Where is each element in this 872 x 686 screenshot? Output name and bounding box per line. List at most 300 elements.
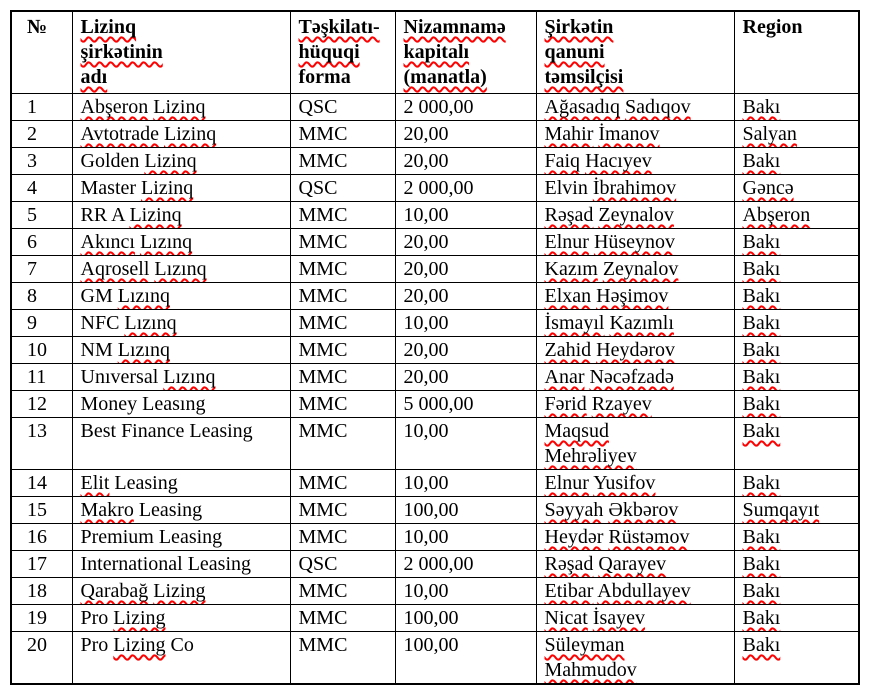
cell-no <box>11 632 72 685</box>
word: MMC <box>298 393 348 415</box>
misspelled-word: Bakı <box>742 312 781 334</box>
cell-rep <box>536 524 734 551</box>
word: MMC <box>298 312 348 334</box>
cell-name <box>72 391 290 418</box>
word: 10,00 <box>403 526 449 548</box>
text-line <box>27 122 68 147</box>
misspelled-word: Heydər <box>544 526 604 548</box>
word: 17 <box>27 553 47 575</box>
cell-rep <box>536 256 734 283</box>
word: 2 000,00 <box>403 177 474 199</box>
cell-name <box>72 283 290 310</box>
cell-no <box>11 605 72 632</box>
misspelled-word: Nizamnamə <box>403 16 506 38</box>
cell-no <box>11 337 72 364</box>
text-line <box>404 471 532 496</box>
word: 10,00 <box>403 472 449 494</box>
text-line <box>743 257 855 282</box>
text-line <box>27 633 68 658</box>
word: MMC <box>298 285 348 307</box>
cell-rep <box>536 578 734 605</box>
cell-name <box>72 337 290 364</box>
misspelled-word: Rəşad <box>544 204 594 226</box>
cell-rep <box>536 418 734 470</box>
misspelled-word: Zeynalov <box>602 258 679 280</box>
word: 20,00 <box>403 258 449 280</box>
word: 14 <box>27 472 47 494</box>
table-row <box>11 551 859 578</box>
misspelled-word: Lızınq <box>154 258 207 280</box>
text-line <box>299 392 391 417</box>
word: № <box>27 16 48 38</box>
cell-name <box>72 229 290 256</box>
word: Premium <box>80 526 154 548</box>
misspelled-word: Lızınq <box>117 285 170 307</box>
cell-rep <box>536 337 734 364</box>
misspelled-word: Lızınq <box>117 339 170 361</box>
misspelled-word: Zahid <box>544 339 592 361</box>
text-line <box>299 15 391 40</box>
text-line <box>81 149 286 174</box>
text-line <box>81 633 286 658</box>
misspelled-word: Bakı <box>742 393 781 415</box>
text-line <box>299 498 391 523</box>
text-line <box>299 203 391 228</box>
cell-no <box>11 497 72 524</box>
word: 16 <box>27 526 47 548</box>
word: 20 <box>27 634 47 656</box>
misspelled-word: İsayev <box>592 607 646 629</box>
text-line <box>404 176 532 201</box>
cell-form <box>290 229 395 256</box>
text-line <box>27 176 68 201</box>
misspelled-word: Rüstəmov <box>608 526 690 548</box>
misspelled-word: Nəcəfzadə <box>589 366 674 388</box>
text-line <box>81 284 286 309</box>
word: 11 <box>27 366 47 388</box>
text-line <box>743 338 855 363</box>
word: Elvin <box>544 177 588 199</box>
text-line <box>27 311 68 336</box>
header-cell-no <box>11 11 72 94</box>
cell-name <box>72 551 290 578</box>
cell-capital <box>395 229 536 256</box>
cell-name <box>72 94 290 121</box>
misspelled-word: Kazımlı <box>609 312 674 334</box>
cell-capital <box>395 364 536 391</box>
text-line <box>545 419 730 444</box>
cell-capital <box>395 121 536 148</box>
text-line <box>299 65 391 90</box>
cell-name <box>72 202 290 229</box>
text-line <box>743 471 855 496</box>
word: International <box>80 553 183 575</box>
text-line <box>27 230 68 255</box>
table-row <box>11 256 859 283</box>
cell-rep <box>536 121 734 148</box>
word: 12 <box>27 393 47 415</box>
text-line <box>27 552 68 577</box>
word: MMC <box>298 231 348 253</box>
misspelled-word: Lizing <box>113 607 166 629</box>
text-line <box>743 15 855 40</box>
text-line <box>81 606 286 631</box>
word: Leasıng <box>142 393 206 415</box>
cell-region <box>734 418 859 470</box>
misspelled-word: Lızınq <box>139 231 193 253</box>
word: 6 <box>27 231 37 253</box>
cell-region <box>734 578 859 605</box>
word: Leasing <box>114 472 178 494</box>
misspelled-word: Fərid <box>544 393 587 415</box>
text-line <box>743 633 855 658</box>
text-line <box>404 525 532 550</box>
misspelled-word: Süleyman <box>544 634 625 656</box>
word: NFC <box>80 312 120 334</box>
text-line <box>299 525 391 550</box>
misspelled-word: Lizinq <box>80 16 137 38</box>
misspelled-word: Bakı <box>742 634 781 656</box>
text-line <box>545 15 730 40</box>
text-line <box>545 606 730 631</box>
misspelled-word: Bakı <box>742 231 781 253</box>
cell-region <box>734 605 859 632</box>
cell-no <box>11 578 72 605</box>
cell-capital <box>395 94 536 121</box>
misspelled-word: Səyyah <box>544 499 604 521</box>
word: QSC <box>298 553 338 575</box>
cell-name <box>72 497 290 524</box>
cell-capital <box>395 578 536 605</box>
leasing-companies-table <box>10 10 860 685</box>
text-line <box>81 471 286 496</box>
word: MMC <box>298 499 348 521</box>
text-line <box>299 365 391 390</box>
text-line <box>545 658 730 683</box>
text-line <box>545 149 730 174</box>
text-line <box>27 498 68 523</box>
cell-capital <box>395 337 536 364</box>
misspelled-word: Etibar <box>544 580 594 602</box>
word: GM <box>80 285 113 307</box>
text-line <box>27 419 68 444</box>
text-line <box>81 176 286 201</box>
table-row <box>11 175 859 202</box>
misspelled-word: qanuni <box>544 41 605 63</box>
word: 2 <box>27 123 37 145</box>
cell-capital <box>395 256 536 283</box>
misspelled-word: Bakı <box>742 339 781 361</box>
cell-name <box>72 470 290 497</box>
cell-rep <box>536 148 734 175</box>
text-line <box>27 525 68 550</box>
header-row <box>11 11 859 94</box>
misspelled-word: Bakı <box>742 580 781 602</box>
cell-form <box>290 337 395 364</box>
cell-form <box>290 632 395 685</box>
misspelled-word: Bakı <box>742 526 781 548</box>
text-line <box>81 40 286 65</box>
text-line <box>27 392 68 417</box>
word: MMC <box>298 420 348 442</box>
header-cell-capital <box>395 11 536 94</box>
cell-region <box>734 632 859 685</box>
word: 2 000,00 <box>403 96 474 118</box>
text-line <box>299 95 391 120</box>
text-line <box>81 338 286 363</box>
text-line <box>404 65 532 90</box>
text-line <box>404 633 532 658</box>
word: MMC <box>298 472 348 494</box>
text-line <box>404 257 532 282</box>
cell-form <box>290 470 395 497</box>
word: Leasing <box>158 526 223 548</box>
misspelled-word: Salyan <box>742 123 797 145</box>
text-line <box>27 149 68 174</box>
text-line <box>404 230 532 255</box>
text-line <box>545 498 730 523</box>
cell-rep <box>536 310 734 337</box>
text-line <box>404 579 532 604</box>
table-row <box>11 229 859 256</box>
cell-capital <box>395 175 536 202</box>
text-line <box>299 579 391 604</box>
cell-no <box>11 283 72 310</box>
cell-rep <box>536 94 734 121</box>
text-line <box>404 552 532 577</box>
word: MMC <box>298 258 348 280</box>
cell-name <box>72 364 290 391</box>
word: 5 <box>27 204 37 226</box>
cell-form <box>290 578 395 605</box>
word: forma <box>298 66 351 88</box>
text-line <box>545 471 730 496</box>
text-line <box>299 471 391 496</box>
misspelled-word: Lizing <box>113 634 166 656</box>
misspelled-word: Həşimov <box>596 285 669 307</box>
text-line <box>299 338 391 363</box>
cell-form <box>290 497 395 524</box>
cell-form <box>290 256 395 283</box>
cell-no <box>11 524 72 551</box>
text-line <box>81 15 286 40</box>
cell-region <box>734 470 859 497</box>
text-line <box>81 498 286 523</box>
cell-no <box>11 551 72 578</box>
text-line <box>743 149 855 174</box>
cell-region <box>734 524 859 551</box>
misspelled-word: Elnur <box>544 472 589 494</box>
cell-name <box>72 632 290 685</box>
text-line <box>743 552 855 577</box>
text-line <box>545 311 730 336</box>
misspelled-word: Mahir <box>544 123 594 145</box>
cell-no <box>11 202 72 229</box>
cell-form <box>290 418 395 470</box>
misspelled-word: Mahmudov <box>544 659 637 681</box>
word: MMC <box>298 634 348 656</box>
table-row <box>11 524 859 551</box>
misspelled-word: kapitalı <box>403 41 470 63</box>
table-row <box>11 470 859 497</box>
text-line <box>743 176 855 201</box>
cell-name <box>72 148 290 175</box>
cell-region <box>734 121 859 148</box>
misspelled-word: Lızınq <box>124 312 177 334</box>
misspelled-word: şirkətinin <box>80 41 163 63</box>
misspelled-word: Bakı <box>742 150 781 172</box>
cell-capital <box>395 632 536 685</box>
text-line <box>299 419 391 444</box>
text-line <box>545 579 730 604</box>
cell-capital <box>395 148 536 175</box>
misspelled-word: Elnur <box>544 231 589 253</box>
cell-capital <box>395 202 536 229</box>
text-line <box>743 606 855 631</box>
cell-no <box>11 121 72 148</box>
word: 7 <box>27 258 37 280</box>
misspelled-word: Qarabağ <box>80 580 149 602</box>
misspelled-word: Zeynalov <box>598 204 674 226</box>
text-line <box>545 633 730 658</box>
text-line <box>545 257 730 282</box>
text-line <box>404 15 532 40</box>
misspelled-word: Bakı <box>742 258 781 280</box>
cell-capital <box>395 418 536 470</box>
text-line <box>743 230 855 255</box>
misspelled-word: Sadıqov <box>625 96 691 118</box>
cell-no <box>11 256 72 283</box>
table-row <box>11 337 859 364</box>
table-row <box>11 310 859 337</box>
cell-form <box>290 148 395 175</box>
word: 100,00 <box>403 499 459 521</box>
text-line <box>545 230 730 255</box>
text-line <box>743 95 855 120</box>
cell-form <box>290 524 395 551</box>
word: Pro <box>80 634 109 656</box>
text-line <box>545 284 730 309</box>
text-line <box>81 552 286 577</box>
misspelled-word: Bakı <box>742 472 781 494</box>
misspelled-word: Faiq <box>544 150 581 172</box>
cell-rep <box>536 202 734 229</box>
cell-no <box>11 391 72 418</box>
text-line <box>299 122 391 147</box>
cell-region <box>734 256 859 283</box>
text-line <box>299 257 391 282</box>
misspelled-word: Təşkilatı- <box>298 16 380 38</box>
text-line <box>27 15 68 40</box>
text-line <box>81 95 286 120</box>
misspelled-word: Heydərov <box>596 339 676 361</box>
word: Money <box>80 393 138 415</box>
word: A <box>111 204 125 226</box>
cell-name <box>72 175 290 202</box>
table-row <box>11 364 859 391</box>
text-line <box>299 552 391 577</box>
header-cell-name <box>72 11 290 94</box>
cell-form <box>290 202 395 229</box>
text-line <box>27 606 68 631</box>
misspelled-word: Lizinq <box>164 123 217 145</box>
text-line <box>81 230 286 255</box>
word: RR <box>80 204 108 226</box>
cell-name <box>72 578 290 605</box>
cell-region <box>734 310 859 337</box>
text-line <box>743 525 855 550</box>
misspelled-word: İbrahimov <box>592 177 677 199</box>
cell-region <box>734 283 859 310</box>
word: 20,00 <box>403 366 449 388</box>
text-line <box>81 392 286 417</box>
word: 1 <box>27 96 37 118</box>
cell-region <box>734 337 859 364</box>
text-line <box>27 284 68 309</box>
word: 10,00 <box>403 420 449 442</box>
text-line <box>404 203 532 228</box>
text-line <box>27 257 68 282</box>
misspelled-word: Elit <box>80 472 110 494</box>
text-line <box>545 65 730 90</box>
word: 100,00 <box>403 634 459 656</box>
word: NM <box>80 339 113 361</box>
cell-capital <box>395 524 536 551</box>
misspelled-word: Sumqayıt <box>742 499 820 521</box>
cell-form <box>290 551 395 578</box>
cell-name <box>72 310 290 337</box>
text-line <box>299 284 391 309</box>
text-line <box>404 311 532 336</box>
text-line <box>299 633 391 658</box>
word: 10 <box>27 339 47 361</box>
misspelled-word: Lizing <box>153 580 206 602</box>
cell-region <box>734 175 859 202</box>
cell-rep <box>536 605 734 632</box>
text-line <box>545 338 730 363</box>
misspelled-word: Hacıyev <box>585 150 652 172</box>
misspelled-word: Anar <box>544 366 585 388</box>
word: Leasing <box>187 553 251 575</box>
table-row <box>11 94 859 121</box>
table-row <box>11 121 859 148</box>
misspelled-word: Lızınq <box>163 366 216 388</box>
cell-rep <box>536 391 734 418</box>
text-line <box>545 525 730 550</box>
cell-form <box>290 391 395 418</box>
misspelled-word: Mehrəliyev <box>544 445 637 467</box>
cell-rep <box>536 497 734 524</box>
misspelled-word: Makro <box>80 499 134 521</box>
cell-capital <box>395 605 536 632</box>
cell-region <box>734 94 859 121</box>
word: MMC <box>298 526 348 548</box>
text-line <box>545 203 730 228</box>
cell-no <box>11 310 72 337</box>
word: 9 <box>27 312 37 334</box>
text-line <box>404 149 532 174</box>
table-row <box>11 497 859 524</box>
word: 20,00 <box>403 285 449 307</box>
cell-no <box>11 229 72 256</box>
cell-rep <box>536 632 734 685</box>
text-line <box>27 95 68 120</box>
cell-form <box>290 175 395 202</box>
cell-rep <box>536 175 734 202</box>
text-line <box>404 122 532 147</box>
word: 10,00 <box>403 204 449 226</box>
misspelled-word: Abşeron <box>742 204 811 226</box>
